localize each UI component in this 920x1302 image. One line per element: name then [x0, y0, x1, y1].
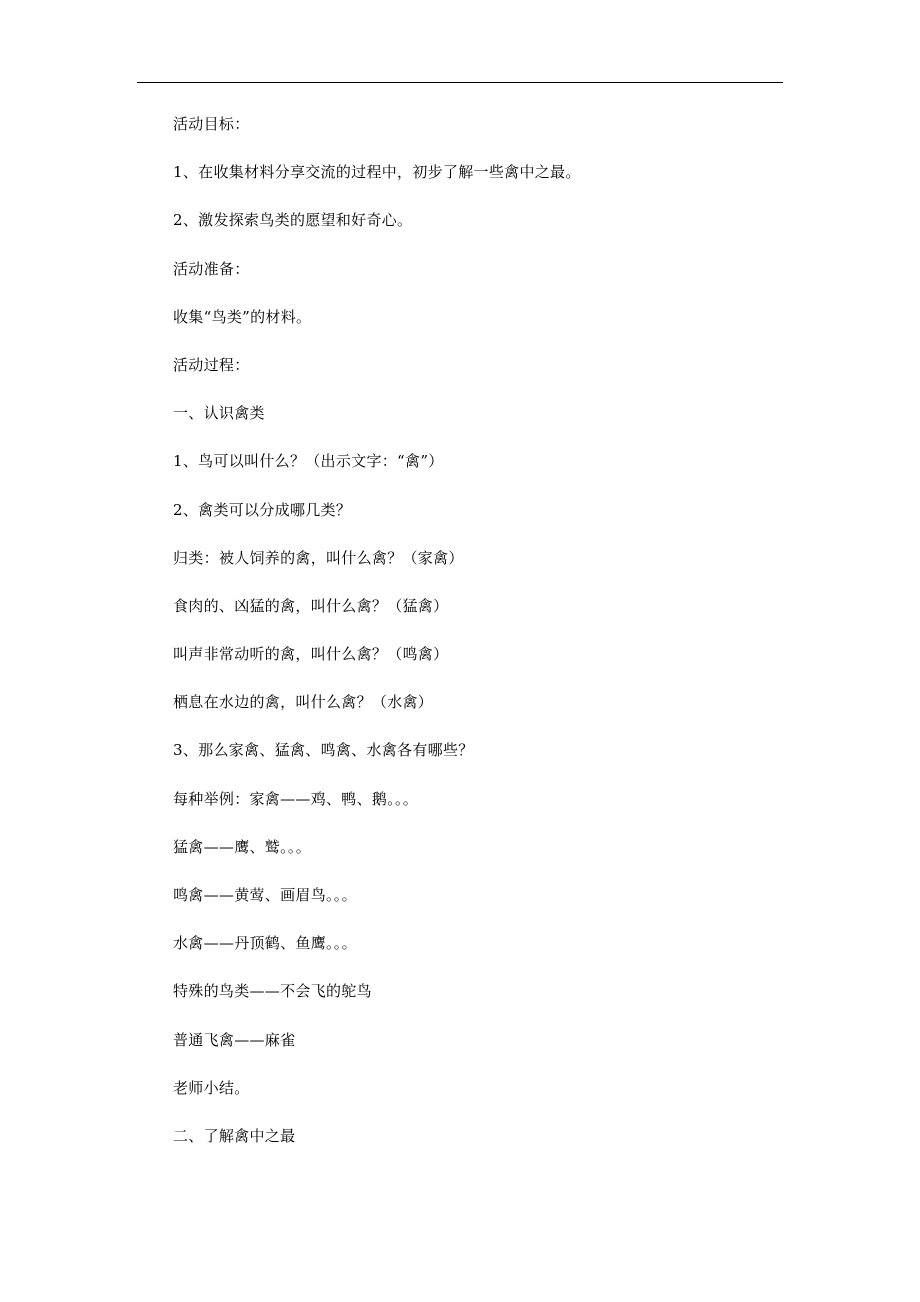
preparation-text: 收集“鸟类”的材料。: [173, 307, 312, 326]
example-line: 水禽——丹顶鹤、鱼鹰。。。: [173, 934, 357, 953]
section-heading-goals: 活动目标：: [173, 115, 250, 133]
example-line: 每种举例：家禽——鸡、鸭、鹅。。。: [173, 789, 419, 808]
document-body: [173, 106, 793, 1166]
goal-item: 2、激发探索鸟类的愿望和好奇心。: [173, 211, 413, 230]
example-line: 猛禽——鹰、鹫。。。: [173, 837, 312, 856]
subsection-heading: 一、认识禽类: [173, 404, 265, 423]
header-rule: [137, 82, 783, 83]
example-line: 鸣禽——黄莺、画眉鸟。。。: [173, 886, 357, 904]
summary-line: 老师小结。: [173, 1078, 250, 1097]
example-line: 普通飞禽——麻雀: [173, 1030, 296, 1049]
goal-item: 1、在收集材料分享交流的过程中，初步了解一些禽中之最。: [173, 163, 581, 182]
classification-line: 叫声非常动听的禽，叫什么禽？（鸣禽）: [173, 645, 449, 664]
example-line: 特殊的鸟类——不会飞的鸵鸟: [173, 982, 372, 1001]
section-heading-preparation: 活动准备：: [173, 259, 250, 278]
classification-line: 栖息在水边的禽，叫什么禽？（水禽）: [173, 693, 434, 712]
process-step: 1、鸟可以叫什么？（出示文字：“禽”）: [173, 452, 444, 471]
process-step: 2、禽类可以分成哪几类？: [173, 500, 352, 519]
process-step: 3、那么家禽、猛禽、鸣禽、水禽各有哪些？: [173, 741, 474, 760]
section-heading-process: 活动过程：: [173, 355, 250, 374]
subsection-heading: 二、了解禽中之最: [173, 1126, 296, 1145]
classification-line: 食肉的、凶猛的禽，叫什么禽？（猛禽）: [173, 596, 449, 615]
classification-line: 归类：被人饲养的禽，叫什么禽？（家禽）: [173, 548, 464, 567]
